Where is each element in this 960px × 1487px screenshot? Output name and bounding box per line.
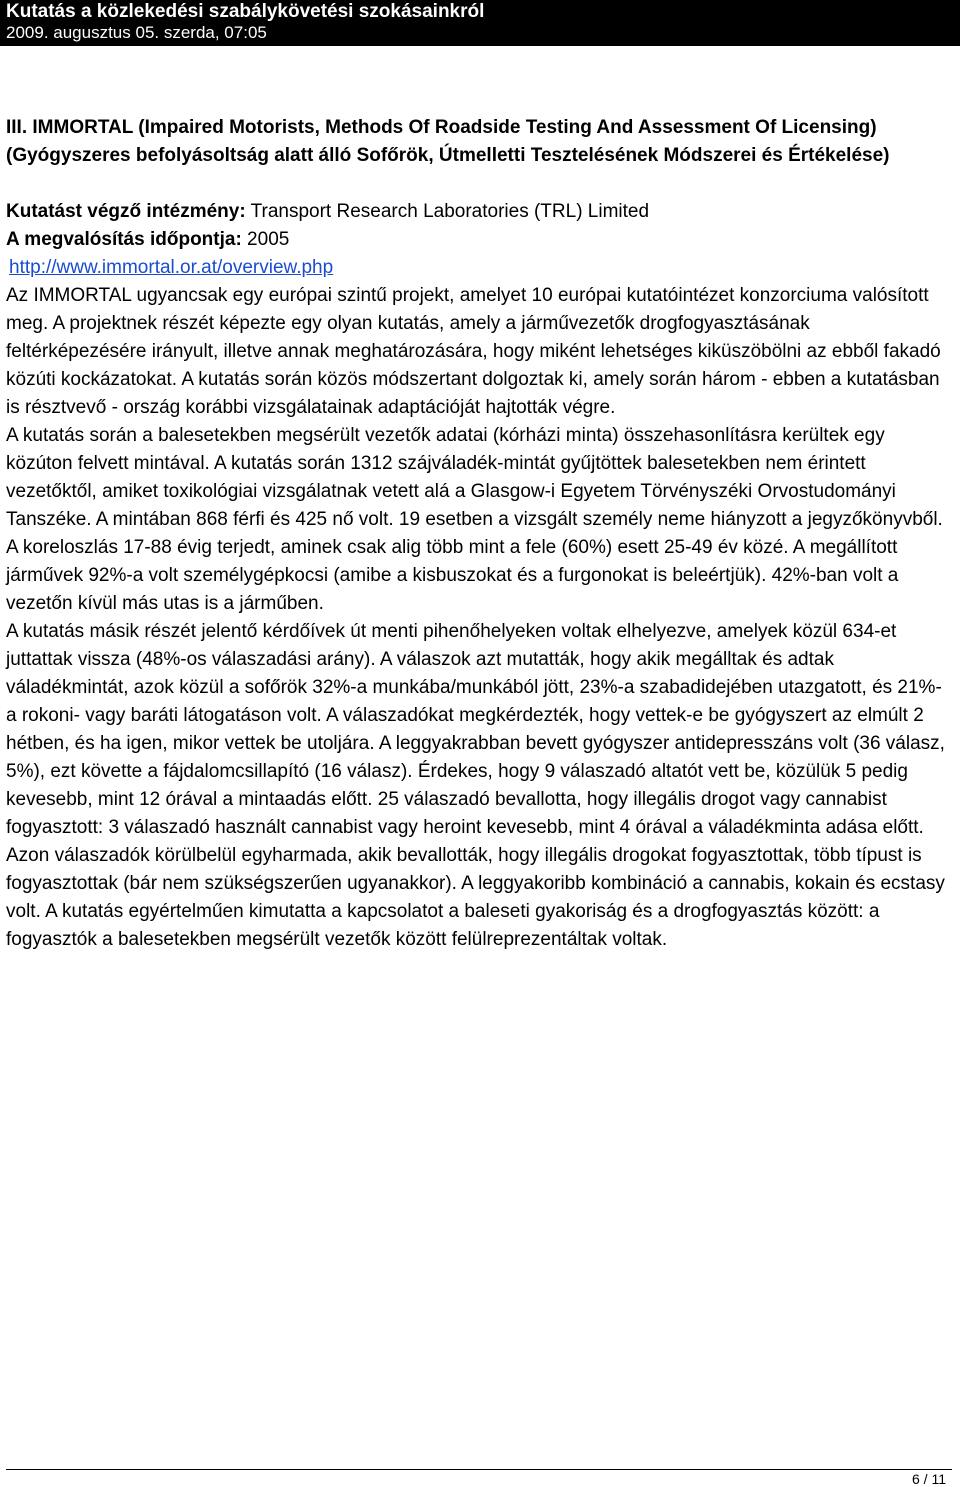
article-body [6, 114, 951, 954]
page-number: 6 / 11 [912, 1471, 946, 1487]
institution-label: Kutatást végző intézmény: [6, 201, 246, 222]
section-heading-hungarian: (Gyógyszeres befolyásoltság alatt álló Sofőrök, Útmelletti Tesztelésének Módszerei és Értékelése) [6, 145, 890, 166]
link-line [6, 254, 951, 282]
paragraph-survey: A kutatás másik részét jelentő kérdőívek út menti pihenőhelyeken voltak elhelyezve, amelyek közül 634-et juttattak vissza (48%-os válaszadási arány). A válaszok azt mutatták, hogy akik megálltak és adtak váladékmintát, azok közül a sofőrök 32%-a munkába/munkából jött, 23%-a szabadidejében utazgatott, és 21%-a rokoni- vagy baráti látogatáson volt. A válaszadókat megkérdezték, hogy vettek-e be gyógyszert az elmúlt 2 hétben, és ha igen, mikor vettek be utoljára. A leggyakrabban bevett gyógyszer antidepresszáns volt (36 válasz, 5%), ezt követte a fájdalomcsillapító (16 válasz). Érdekes, hogy 9 válaszadó altatót vett be, közülük 5 pedig kevesebb, mint 12 órával a mintaadás előtt. 25 válaszadó bevallotta, hogy illegális drogot vagy cannabist fogyasztott: 3 válaszadó használt cannabist vagy heroint kevesebb, mint 4 órával a váladékminta adása előtt. Azon válaszadók körülbelül egyharmada, akik bevallották, hogy illegális drogokat fogyasztottak, több típust is fogyasztottak (bár nem szükségszerűen ugyanakkor). A leggyakoribb kombináció a cannabis, kokain és ecstasy volt. A kutatás egyértelműen kimutatta a kapcsolatot a baleseti gyakoriság és a drogfogyasztás között: a fogyasztók a balesetekben megsérült vezetők között felülreprezentáltak voltak. [6, 621, 945, 950]
project-link[interactable]: http://www.immortal.or.at/overview.php [9, 257, 334, 278]
page-title: Kutatás a közlekedési szabálykövetési szokásainkról [6, 1, 485, 22]
page-header [0, 0, 960, 46]
paragraph-sampling: A kutatás során a balesetekben megsérült vezetők adatai (kórházi minta) összehasonlításra kerültek egy közúton felvett mintával. A kutatás során 1312 szájváladék-mintát gyűjtöttek balesetekben nem érintett vezetőktől, amiket toxikológiai vizsgálatnak vetett alá a Glasgow-i Egyetem Törvényszéki Orvostudományi Tanszéke. A mintában 868 férfi és 425 nő volt. 19 esetben a vizsgált személy neme hiányzott a jegyzőkönyvből. A koreloszlás 17-88 évig terjedt, aminek csak alig több mint a fele (60%) esett 25-49 év közé. A megállított járművek 92%-a volt személygépkocsi (amibe a kisbuszokat és a furgonokat is beleértjük). 42%-ban volt a vezetőn kívül más utas is a járműben. [6, 425, 943, 614]
footer-divider [6, 1469, 952, 1470]
institution-line [6, 198, 951, 226]
section-heading-english: III. IMMORTAL (Impaired Motorists, Methods Of Roadside Testing And Assessment Of Licensing) [6, 117, 877, 138]
date-label: A megvalósítás időpontja: [6, 229, 242, 250]
section-heading [6, 114, 951, 170]
publish-date: 2009. augusztus 05. szerda, 07:05 [6, 23, 267, 42]
institution-value: Transport Research Laboratories (TRL) Limited [245, 201, 650, 222]
date-value: 2005 [241, 229, 290, 250]
paragraph-intro: Az IMMORTAL ugyancsak egy európai szintű projekt, amelyet 10 európai kutatóintézet konzorciuma valósított meg. A projektnek részét képezte egy olyan kutatás, amely a járművezetők drogfogyasztásának feltérképezésére irányult, illetve annak meghatározására, hogy miként lehetséges kiküszöbölni az ebből fakadó közúti kockázatokat. A kutatás során közös módszertant dolgoztak ki, amely során három - ebben a kutatásban is résztvevő - ország korábbi vizsgálatainak adaptációját hajtották végre. [6, 285, 941, 418]
project-meta [6, 198, 951, 282]
date-line [6, 226, 951, 254]
